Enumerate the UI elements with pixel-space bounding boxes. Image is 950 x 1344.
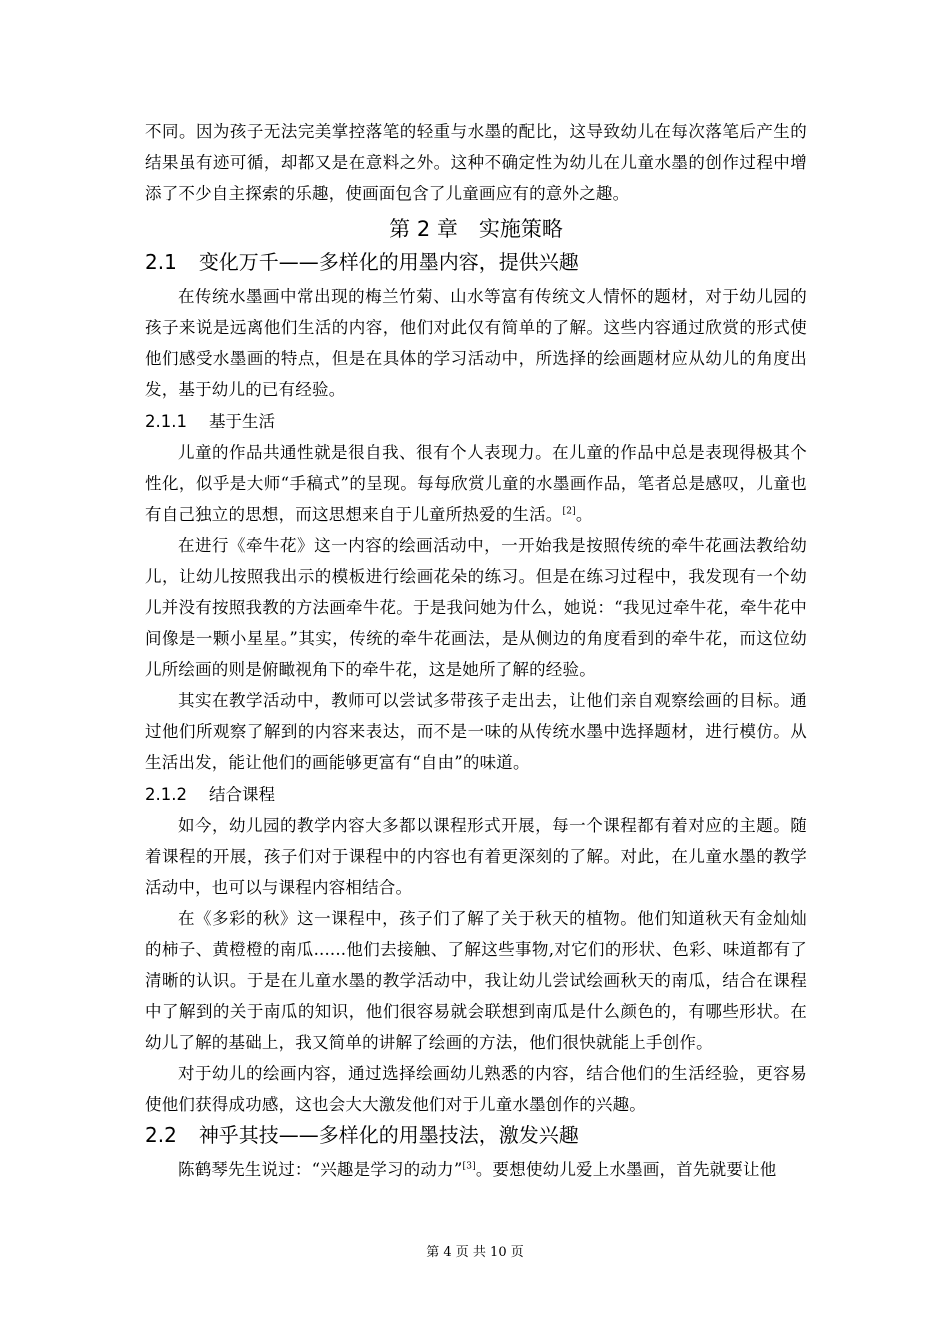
paragraph-text: 陈鹤琴先生说过：“兴趣是学习的动力” bbox=[178, 1160, 463, 1179]
section-heading-2-1 bbox=[145, 247, 807, 278]
section-number: 2.2 bbox=[145, 1123, 177, 1147]
subsection-heading-2-1-1 bbox=[145, 407, 807, 437]
paragraph-2-1-2-c: 对于幼儿的绘画内容，通过选择绘画幼儿熟悉的内容，结合他们的生活经验，更容易使他们获得成功感，这也会大大激发他们对于儿童水墨创作的兴趣。 bbox=[145, 1064, 807, 1114]
page-footer: 第 4 页 共 10 页 bbox=[426, 1245, 524, 1260]
page-content bbox=[145, 116, 807, 1185]
paragraph-2-1-1-a bbox=[145, 437, 807, 530]
paragraph-2-1-1-c: 其实在教学活动中，教师可以尝试多带孩子走出去，让他们亲自观察绘画的目标。通过他们所观察了解到的内容来表达，而不是一味的从传统水墨中选择题材，进行模仿。从生活出发，能让他们的画能够更富有“自由”的味道。 bbox=[145, 691, 807, 772]
chapter-title: 第 2 章 实施策略 bbox=[389, 217, 563, 241]
subsection-number: 2.1.1 bbox=[145, 412, 187, 431]
paragraph-2-2 bbox=[145, 1154, 807, 1185]
subsection-title: 基于生活 bbox=[208, 412, 275, 431]
section-title: 神乎其技——多样化的用墨技法，激发兴趣 bbox=[198, 1123, 579, 1147]
section-title: 变化万千——多样化的用墨内容，提供兴趣 bbox=[198, 250, 579, 274]
section-heading-2-2 bbox=[145, 1120, 807, 1151]
paragraph-2-1-1-b: 在进行《牵牛花》这一内容的绘画活动中，一开始我是按照传统的牵牛花画法教给幼儿，让幼儿按照我出示的模板进行绘画花朵的练习。但是在练习过程中，我发现有一个幼儿并没有按照我教的方法画牵牛花。于是我问她为什么，她说：“我见过牵牛花，牵牛花中间像是一颗小星星。”其实，传统的牵牛花画法，是从侧边的角度看到的牵牛花，而这位幼儿所绘画的则是俯瞰视角下的牵牛花，这是她所了解的经验。 bbox=[145, 536, 807, 679]
section-number: 2.1 bbox=[145, 250, 177, 274]
paragraph-end: 。 bbox=[575, 505, 593, 524]
paragraph-2-1: 在传统水墨画中常出现的梅兰竹菊、山水等富有传统文人情怀的题材，对于幼儿园的孩子来说是远离他们生活的内容，他们对此仅有简单的了解。这些内容通过欣赏的形式使他们感受水墨画的特点，但是在具体的学习活动中，所选择的绘画题材应从幼儿的角度出发，基于幼儿的已有经验。 bbox=[145, 287, 807, 399]
subsection-number: 2.1.2 bbox=[145, 785, 187, 804]
paragraph-2-1-2-b: 在《多彩的秋》这一课程中，孩子们了解了关于秋天的植物。他们知道秋天有金灿灿的柿子、黄橙橙的南瓜......他们去接触、了解这些事物,对它们的形状、色彩、味道都有了清晰的认识。于是在儿童水墨的教学活动中，我让幼儿尝试绘画秋天的南瓜，结合在课程中了解到的关于南瓜的知识，他们很容易就会联想到南瓜是什么颜色的，有哪些形状。在幼儿了解的基础上，我又简单的讲解了绘画的方法，他们很快就能上手创作。 bbox=[145, 909, 807, 1052]
paragraph-text-continued: 。要想使幼儿爱上水墨画，首先就要让他 bbox=[475, 1160, 777, 1179]
subsection-title: 结合课程 bbox=[208, 785, 275, 804]
paragraph-text: 儿童的作品共通性就是很自我、很有个人表现力。在儿童的作品中总是表现得极其个性化，似乎是大师“手稿式”的呈现。每每欣赏儿童的水墨画作品，笔者总是感叹，儿童也有自己独立的思想，而这思想来自于儿童所热爱的生活。 bbox=[145, 443, 807, 524]
citation-ref-3: [3] bbox=[462, 1161, 476, 1172]
paragraph-intro: 不同。因为孩子无法完美掌控落笔的轻重与水墨的配比，这导致幼儿在每次落笔后产生的结果虽有迹可循，却都又是在意料之外。这种不确定性为幼儿在儿童水墨的创作过程中增添了不少自主探索的乐趣，使画面包含了儿童画应有的意外之趣。 bbox=[145, 122, 807, 203]
subsection-heading-2-1-2 bbox=[145, 780, 807, 810]
citation-ref-2: [2] bbox=[562, 506, 576, 517]
paragraph-2-1-2-a: 如今，幼儿园的教学内容大多都以课程形式开展，每一个课程都有着对应的主题。随着课程的开展，孩子们对于课程中的内容也有着更深刻的了解。对此，在儿童水墨的教学活动中，也可以与课程内容相结合。 bbox=[145, 816, 807, 897]
